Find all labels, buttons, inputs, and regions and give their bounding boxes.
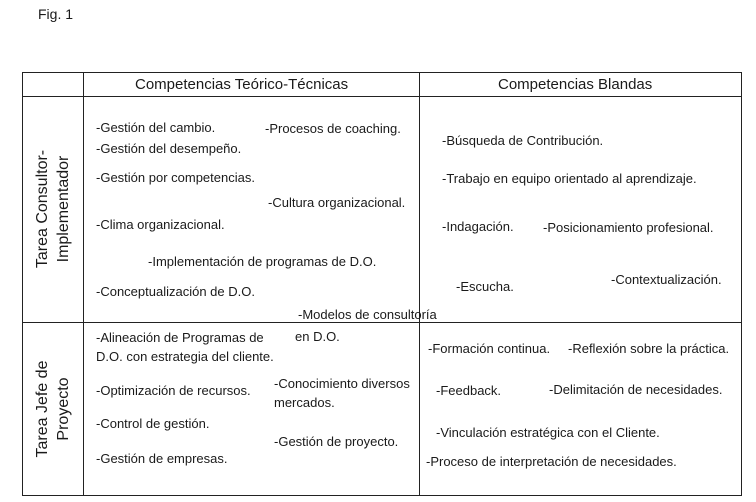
list-item: -Gestión de proyecto. [274,434,399,449]
row-label-jefe-proyecto [32,361,74,458]
list-item: -Delimitación de necesidades. [549,382,723,397]
list-item: -Búsqueda de Contribución. [442,133,604,148]
list-item: -Gestión del desempeño. [96,141,242,156]
list-item: -Alineación de Programas de [96,330,264,345]
row-label-line: Tarea Consultor- [34,149,51,269]
list-item: -Implementación de programas de D.O. [148,254,377,269]
row-label-line: Proyecto [55,377,72,441]
list-item: -Conocimiento diversos [274,376,410,391]
list-item: D.O. con estrategia del cliente. [96,349,274,364]
list-item: -Procesos de coaching. [265,121,401,136]
list-item: -Indagación. [442,219,514,234]
list-item: -Vinculación estratégica con el Cliente. [436,425,660,440]
list-item: -Conceptualización de D.O. [96,284,255,299]
table-border-top [22,72,742,73]
list-item: -Posicionamiento profesional. [543,220,714,235]
list-item: mercados. [274,395,335,410]
label-column-divider [83,72,84,496]
row-label-line: Implementador [55,155,72,263]
list-item: -Reflexión sobre la práctica. [568,341,730,356]
table-border-left [22,72,23,496]
list-item: -Cultura organizacional. [268,195,406,210]
column-divider [419,72,420,496]
list-item: -Optimización de recursos. [96,383,251,398]
row-label-consultor [32,150,74,268]
figure-label: Fig. 1 [38,6,74,22]
list-item: -Proceso de interpretación de necesidades. [426,454,677,469]
competencies-table [22,72,742,496]
list-item: -Control de gestión. [96,416,210,431]
list-item: -Gestión por competencias. [96,170,255,185]
header-tecnicas: Competencias Teórico-Técnicas [135,76,349,93]
list-item: -Modelos de consultoría [298,307,437,322]
list-item: -Formación continua. [428,341,551,356]
table-border-right [741,72,742,496]
list-item: -Escucha. [456,279,514,294]
list-item: -Trabajo en equipo orientado al aprendizaje. [442,171,697,186]
list-item: en D.O. [295,329,340,344]
list-item: -Contextualización. [611,272,722,287]
table-border-bottom [22,495,742,496]
header-divider [22,96,742,97]
row-label-line: Tarea Jefe de [34,360,51,458]
list-item: -Gestión de empresas. [96,451,228,466]
header-blandas: Competencias Blandas [498,76,653,93]
list-item: -Gestión del cambio. [96,120,216,135]
list-item: -Feedback. [436,383,502,398]
list-item: -Clima organizacional. [96,217,225,232]
